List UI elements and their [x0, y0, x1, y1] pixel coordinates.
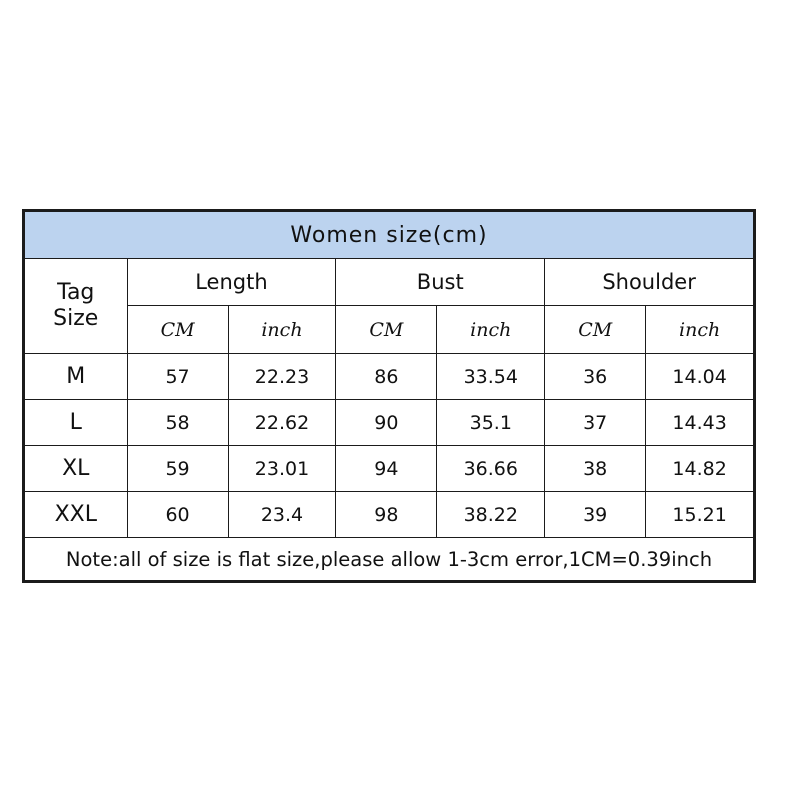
table-group-header-row — [25, 259, 754, 306]
tag-size-header — [25, 259, 128, 354]
cell-xxl-bust-inch: 38.22 — [437, 492, 545, 538]
unit-header-length-cm: CM — [127, 306, 228, 354]
cell-xl-length-cm: 59 — [127, 446, 228, 492]
cell-m-bust-inch: 33.54 — [437, 354, 545, 400]
cell-l-bust-cm: 90 — [336, 400, 437, 446]
table-row — [25, 400, 754, 446]
cell-xl-length-inch: 23.01 — [228, 446, 336, 492]
cell-l-length-inch: 22.62 — [228, 400, 336, 446]
table-row — [25, 492, 754, 538]
row-size-m: M — [25, 354, 128, 400]
cell-m-length-cm: 57 — [127, 354, 228, 400]
cell-xxl-length-cm: 60 — [127, 492, 228, 538]
cell-xl-bust-inch: 36.66 — [437, 446, 545, 492]
table-row — [25, 446, 754, 492]
size-table — [24, 211, 754, 581]
unit-header-shoulder-inch: inch — [646, 306, 754, 354]
tag-size-header-line1: Tag — [57, 280, 95, 306]
table-title-row — [25, 212, 754, 259]
unit-header-length-inch: inch — [228, 306, 336, 354]
table-row — [25, 354, 754, 400]
size-note: Note:all of size is flat size,please allow 1-3cm error,1CM=0.39inch — [25, 538, 754, 581]
group-header-length: Length — [127, 259, 336, 306]
row-size-xl: XL — [25, 446, 128, 492]
cell-l-length-cm: 58 — [127, 400, 228, 446]
tag-size-header-line2: Size — [53, 306, 99, 331]
cell-xl-shoulder-inch: 14.82 — [646, 446, 754, 492]
table-note-row — [25, 538, 754, 581]
cell-xxl-shoulder-cm: 39 — [545, 492, 646, 538]
group-header-bust: Bust — [336, 259, 545, 306]
cell-xxl-length-inch: 23.4 — [228, 492, 336, 538]
cell-l-bust-inch: 35.1 — [437, 400, 545, 446]
cell-m-shoulder-cm: 36 — [545, 354, 646, 400]
cell-xl-bust-cm: 94 — [336, 446, 437, 492]
unit-header-shoulder-cm: CM — [545, 306, 646, 354]
cell-l-shoulder-inch: 14.43 — [646, 400, 754, 446]
cell-m-length-inch: 22.23 — [228, 354, 336, 400]
unit-header-bust-cm: CM — [336, 306, 437, 354]
cell-m-shoulder-inch: 14.04 — [646, 354, 754, 400]
row-size-l: L — [25, 400, 128, 446]
row-size-xxl: XXL — [25, 492, 128, 538]
cell-m-bust-cm: 86 — [336, 354, 437, 400]
table-title: Women size(cm) — [25, 212, 754, 259]
group-header-shoulder: Shoulder — [545, 259, 754, 306]
cell-l-shoulder-cm: 37 — [545, 400, 646, 446]
cell-xxl-shoulder-inch: 15.21 — [646, 492, 754, 538]
size-chart — [22, 209, 756, 583]
cell-xl-shoulder-cm: 38 — [545, 446, 646, 492]
unit-header-bust-inch: inch — [437, 306, 545, 354]
cell-xxl-bust-cm: 98 — [336, 492, 437, 538]
table-unit-header-row — [25, 306, 754, 354]
